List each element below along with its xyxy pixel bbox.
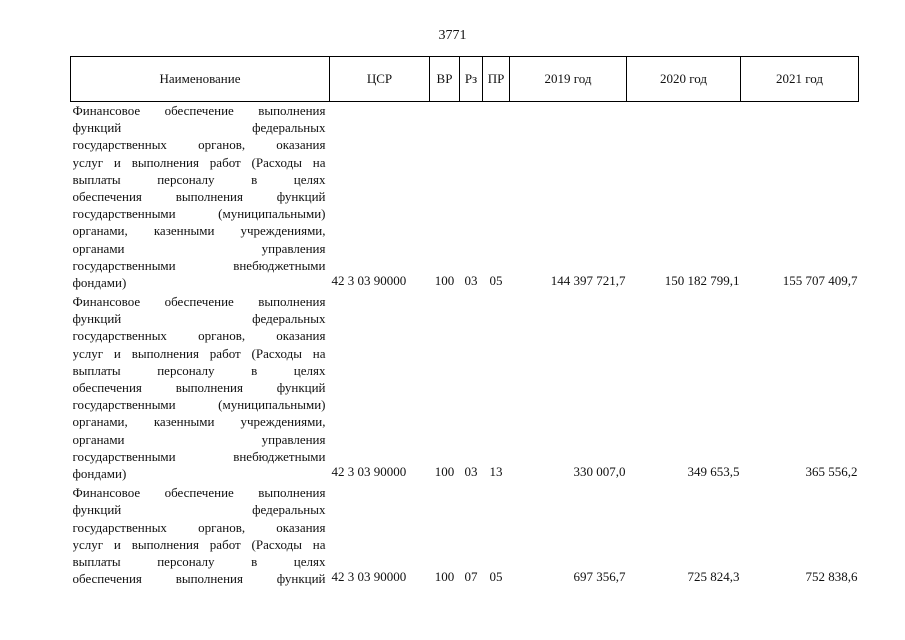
table-row (71, 102, 859, 294)
name-line: услуг и выполнения работ (Расходы на (72, 536, 326, 552)
name-line: услуг и выполнения работ (Расходы на (72, 154, 326, 170)
name-line: выплаты персоналу в целях (72, 171, 326, 187)
row-value-2020: 150 182 799,1 (664, 273, 740, 289)
name-line: государственными внебюджетными (72, 448, 326, 464)
name-line: функций федеральных (72, 502, 326, 518)
page-number: 3771 (438, 28, 467, 43)
budget-table (70, 56, 859, 589)
row-value-2021: 365 556,2 (805, 464, 858, 480)
name-line: выплаты персоналу в целях (72, 362, 326, 378)
name-line: обеспечения выполнения функций (72, 380, 326, 395)
row-rz: 03 (464, 464, 478, 480)
name-line: фондами) (72, 274, 127, 290)
row-csr: 42 3 03 90000 (331, 464, 407, 480)
name-line: государственными (муниципальными) (72, 397, 326, 413)
row-rz: 07 (464, 569, 478, 585)
header-2021: 2021 год (741, 57, 859, 102)
name-line: органами управления (72, 240, 326, 256)
name-line: фондами) (72, 465, 127, 481)
header-rz: Рз (460, 57, 483, 102)
header-2019: 2019 год (510, 57, 627, 102)
name-line: государственных органов, оказания (72, 519, 326, 535)
table-header-row (71, 57, 859, 102)
name-line: Финансовое обеспечение выполнения (72, 294, 326, 310)
row-value-2021: 752 838,6 (805, 569, 858, 585)
row-value-2021: 155 707 409,7 (782, 273, 858, 289)
name-line: государственных органов, оказания (72, 328, 326, 344)
row-name (71, 102, 330, 294)
name-line: Финансовое обеспечение выполнения (72, 485, 326, 501)
row-pr: 05 (489, 273, 503, 289)
header-pr: ПР (483, 57, 510, 102)
table-row (71, 484, 859, 589)
row-vr: 100 (434, 569, 455, 585)
row-name (71, 293, 330, 484)
name-line: государственными (муниципальными) (72, 206, 326, 222)
row-value-2019: 697 356,7 (573, 569, 626, 585)
row-csr: 42 3 03 90000 (331, 273, 407, 289)
header-csr: ЦСР (330, 57, 430, 102)
name-line: обеспечения выполнения функций (72, 571, 326, 587)
name-line: органами, казенными учреждениями, (72, 414, 326, 430)
name-line: функций федеральных (72, 120, 326, 136)
name-line: Финансовое обеспечение выполнения (72, 103, 326, 118)
name-line: услуг и выполнения работ (Расходы на (72, 345, 326, 361)
row-value-2020: 725 824,3 (687, 569, 740, 585)
row-rz: 03 (464, 273, 478, 289)
row-value-2020: 349 653,5 (687, 464, 740, 480)
name-line: государственных органов, оказания (72, 137, 326, 153)
row-vr: 100 (434, 464, 455, 480)
name-line: функций федеральных (72, 311, 326, 327)
name-line: обеспечения выполнения функций (72, 188, 326, 204)
name-line: органами управления (72, 431, 326, 447)
name-line: органами, казенными учреждениями, (72, 223, 326, 239)
table-row (71, 293, 859, 484)
row-pr: 05 (489, 569, 503, 585)
name-line: государственными внебюджетными (72, 257, 326, 273)
name-line: выплаты персоналу в целях (72, 553, 326, 569)
row-name (71, 484, 330, 589)
header-vr: ВР (430, 57, 460, 102)
header-2020: 2020 год (627, 57, 741, 102)
row-value-2019: 330 007,0 (573, 464, 626, 480)
row-pr: 13 (489, 464, 503, 480)
row-csr: 42 3 03 90000 (331, 569, 407, 585)
header-name: Наименование (71, 57, 330, 102)
row-value-2019: 144 397 721,7 (550, 273, 626, 289)
row-vr: 100 (434, 273, 455, 289)
